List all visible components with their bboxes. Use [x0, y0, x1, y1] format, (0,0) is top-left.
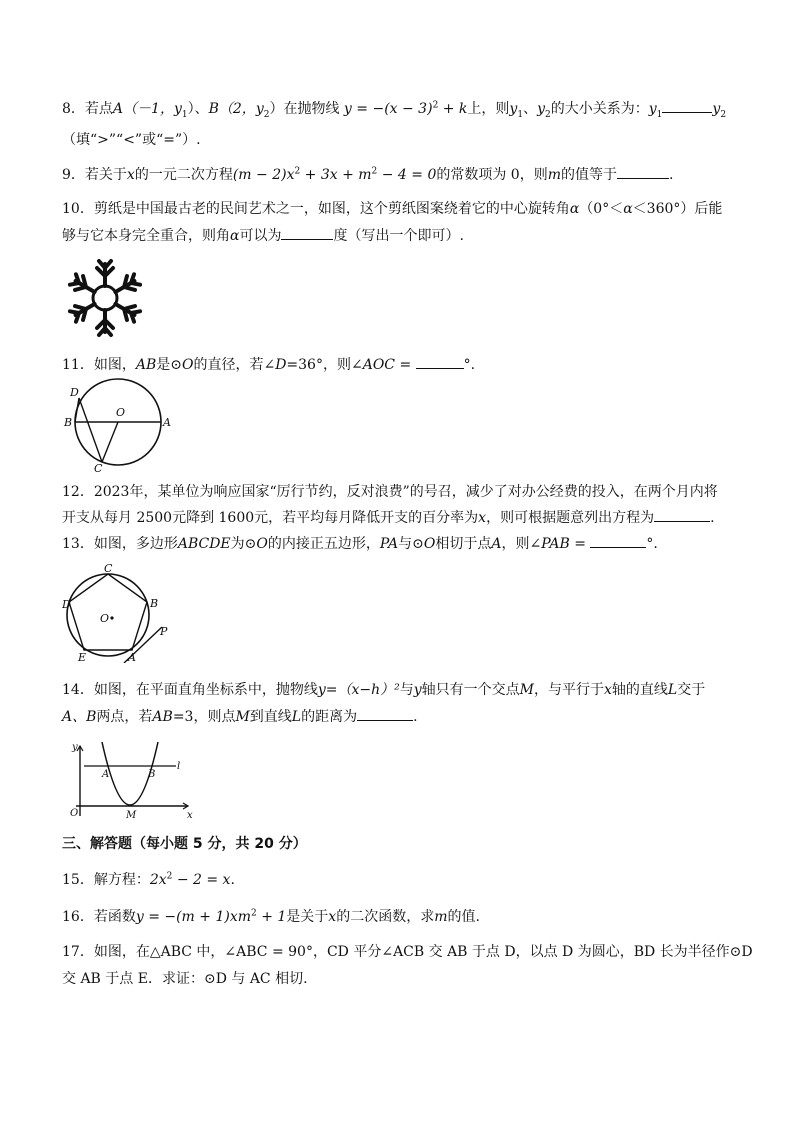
- q10-text6: 度（写出一个即可）.: [333, 228, 464, 244]
- section-heading: 三、解答题（每小题 5 分，共 20 分）: [62, 836, 307, 852]
- q16-eq2: + 1: [256, 909, 287, 925]
- q15-eq2: − 2 = x: [172, 872, 231, 888]
- q9-x: x: [126, 167, 135, 183]
- q13-abcde: ABCDE: [177, 536, 231, 552]
- q13-text1: 13．如图，多边形: [62, 536, 178, 552]
- q8-point-b: B（2，: [208, 101, 256, 117]
- q16-eq1: y = −(m + 1)xm: [135, 909, 252, 925]
- q10-alpha: α: [569, 201, 580, 217]
- q14-ab-points: A、B: [62, 709, 97, 725]
- q13-text2: 为⊙: [230, 536, 257, 552]
- label-c: C: [94, 462, 103, 472]
- q8-sub5: 1: [656, 109, 663, 120]
- q14-text5: 轴的直线: [611, 682, 668, 698]
- q8-text5: 的大小关系为：: [550, 101, 649, 117]
- q10-text1: 10．剪纸是中国最古老的民间艺术之一，如图，这个剪纸图案绕着它的中心旋转角: [62, 201, 570, 217]
- q15-eq1: 2x: [149, 872, 167, 888]
- q13-eq: =: [569, 536, 591, 552]
- label-e: E: [78, 651, 87, 663]
- q8-line2: （填“>”“<”或“=”）.: [62, 132, 201, 148]
- q8-y2: y: [255, 101, 264, 117]
- q17-line2: 交 AB 于点 E．求证：⊙D 与 AC 相切.: [62, 971, 308, 987]
- q11-text4: =36°，则∠: [286, 357, 363, 373]
- q14-eq: y=（x−h）²: [317, 682, 400, 698]
- q8-text3: ）在抛物线: [269, 101, 340, 117]
- q11-text1: 11．如图，: [62, 357, 136, 373]
- label-o: O: [70, 808, 79, 819]
- circle-figure-q11: [62, 378, 172, 472]
- answer-blank-9[interactable]: [617, 164, 669, 179]
- q16-line: [62, 907, 480, 927]
- q8-sub6: 2: [720, 109, 727, 120]
- label-d: D: [62, 598, 71, 611]
- q9-text4: 的值等于: [561, 167, 617, 183]
- q11-line: [62, 354, 475, 375]
- q9-eq1: (m − 2)x: [232, 167, 295, 183]
- q10-text3: ＜360°）后能: [632, 201, 723, 217]
- q16-text3: 的二次函数，求: [336, 909, 435, 925]
- pentagon-figure-q13: [62, 563, 174, 663]
- label-d: D: [70, 386, 79, 399]
- q10-alpha2: α: [623, 201, 633, 217]
- q9-sup2: 2: [371, 166, 378, 177]
- q8-text2: ）、: [187, 101, 209, 117]
- label-y: y: [72, 742, 78, 753]
- q13-o2: O: [423, 536, 436, 552]
- q14-m2: M: [235, 709, 250, 725]
- q8-text: 8．若点: [62, 101, 113, 117]
- q13-a: A: [491, 536, 502, 552]
- q15-period: .: [230, 872, 235, 888]
- q14-text1: 14．如图，在平面直角坐标系中，抛物线: [62, 682, 318, 698]
- q16-text1: 16．若函数: [62, 909, 136, 925]
- q10-line1: [62, 199, 722, 219]
- q14-text8: =3，则点: [172, 709, 236, 725]
- q8-sub3: 1: [517, 109, 524, 120]
- q8-eq-tail: + k: [438, 101, 468, 117]
- q16-x: x: [328, 909, 337, 925]
- q13-deg: °.: [646, 536, 658, 552]
- label-x: x: [187, 810, 193, 821]
- q14-text4: ，与平行于: [534, 682, 604, 698]
- q8-comma: 、: [523, 101, 538, 117]
- q12-text1: 开支从每月 2500元降到 1600元，若平均每月降低开支的百分率为: [62, 510, 479, 526]
- q8-sub1: 1: [181, 109, 188, 120]
- q13-text4: 与⊙: [398, 536, 424, 552]
- answer-blank-11[interactable]: [416, 354, 464, 369]
- q9-eq2: + 3x + m: [300, 167, 372, 183]
- q11-deg: °.: [463, 357, 476, 373]
- q8-text4: 上，则: [467, 101, 510, 117]
- q13-text3: 的内接正五边形，: [267, 536, 380, 552]
- q11-d: D: [275, 357, 287, 373]
- q10-text4: 够与它本身完全重合，则角: [62, 228, 230, 244]
- q14-line1: [62, 680, 705, 700]
- q14-x: x: [604, 682, 612, 698]
- q10-line2: [62, 225, 464, 246]
- q11-text3: 的直径，若∠: [193, 357, 276, 373]
- q10-alpha3: α: [230, 228, 240, 244]
- q15-line: [62, 870, 235, 890]
- q13-text6: ，则∠: [501, 536, 542, 552]
- q14-text2: 与: [399, 682, 414, 698]
- answer-blank-14[interactable]: [357, 706, 413, 721]
- q8-y2c: y: [712, 101, 721, 117]
- q8-y1b: y: [509, 101, 518, 117]
- q8-y1: y: [173, 101, 182, 117]
- parabola-figure-q14: [64, 740, 194, 822]
- q12-text2: ，则可根据题意列出方程为: [486, 510, 655, 526]
- q15-text1: 15．解方程：: [62, 872, 150, 888]
- q8-sub2: 2: [263, 109, 270, 120]
- q14-text9: 到直线: [249, 709, 292, 725]
- q14-text3: 轴只有一个交点: [421, 682, 520, 698]
- q9-line: [62, 164, 673, 185]
- q10-text5: 可以为: [239, 228, 282, 244]
- q9-text1: 9．若关于: [62, 167, 127, 183]
- label-b: B: [64, 416, 73, 429]
- q16-m: m: [434, 909, 448, 925]
- q13-pab: PAB: [541, 536, 570, 552]
- q13-pa: PA: [379, 536, 399, 552]
- label-c: C: [104, 563, 113, 575]
- q9-period: .: [669, 167, 674, 183]
- q13-text5: 相切于点: [435, 536, 492, 552]
- q16-text2: 是关于: [286, 909, 329, 925]
- q8-sub4: 2: [545, 109, 551, 120]
- q14-text10: 的距离为: [301, 709, 358, 725]
- q12-line2: [62, 507, 715, 528]
- answer-blank-10[interactable]: [281, 225, 333, 240]
- q14-line2: [62, 706, 418, 727]
- q14-l: L: [667, 682, 678, 698]
- q14-text7: 两点，若: [96, 709, 153, 725]
- q14-l2: L: [291, 709, 302, 725]
- q12-period: .: [710, 510, 715, 526]
- q12-x: x: [478, 510, 487, 526]
- label-b: B: [150, 597, 159, 610]
- q14-ab: AB: [152, 709, 173, 725]
- label-a: A: [163, 416, 171, 429]
- q11-text2: 是⊙: [156, 357, 182, 373]
- q11-ab: AB: [135, 357, 157, 373]
- q11-aoc: AOC: [362, 357, 396, 373]
- label-m: M: [126, 810, 137, 821]
- answer-blank-13[interactable]: [590, 533, 646, 548]
- q15-sup: 2: [166, 871, 173, 882]
- label-o: O: [100, 612, 110, 625]
- q8-point-a: A（－1，: [112, 101, 174, 117]
- q13-line: [62, 533, 658, 554]
- label-l: l: [177, 761, 181, 772]
- q9-text3: 的常数项为 0，则: [436, 167, 548, 183]
- q8-y2b: y: [537, 101, 545, 117]
- label-a: A: [128, 651, 136, 663]
- q14-period: .: [413, 709, 418, 725]
- q12-line1: 12．2023年，某单位为响应国家“厉行节约，反对浪费”的号召，减少了对办公经费的投入，在两个月内将: [62, 484, 718, 500]
- label-a: A: [102, 769, 110, 780]
- q16-text4: 的值.: [447, 909, 480, 925]
- q9-eq3: − 4 = 0: [377, 167, 437, 183]
- answer-blank-8[interactable]: [662, 98, 712, 113]
- q8-line1: [62, 98, 726, 119]
- q14-text6: 交于: [677, 682, 706, 698]
- q11-eq: =: [395, 357, 416, 373]
- q13-o: O: [256, 536, 268, 552]
- q14-m: M: [519, 682, 534, 698]
- q9-text2: 的一元二次方程: [134, 167, 233, 183]
- answer-blank-12[interactable]: [654, 507, 710, 522]
- q8-eq-sup: 2: [432, 100, 439, 111]
- q10-text2: （0°＜: [579, 201, 624, 217]
- label-p: P: [160, 625, 168, 638]
- snowflake-figure: [64, 256, 146, 340]
- q16-sup: 2: [251, 908, 257, 919]
- q11-o: O: [181, 357, 194, 373]
- label-o: O: [116, 406, 126, 419]
- q8-equation: y = −(x − 3): [343, 101, 433, 117]
- q17-line1: 17．如图，在△ABC 中，∠ABC = 90°，CD 平分∠ACB 交 AB 于点 D，以点 D 为圆心，BD 长为半径作⊙D: [62, 944, 753, 960]
- q8-y1c: y: [648, 101, 657, 117]
- label-b: B: [148, 769, 156, 780]
- q9-sup1: 2: [294, 166, 301, 177]
- q14-y: y: [413, 682, 422, 698]
- q9-m: m: [547, 167, 561, 183]
